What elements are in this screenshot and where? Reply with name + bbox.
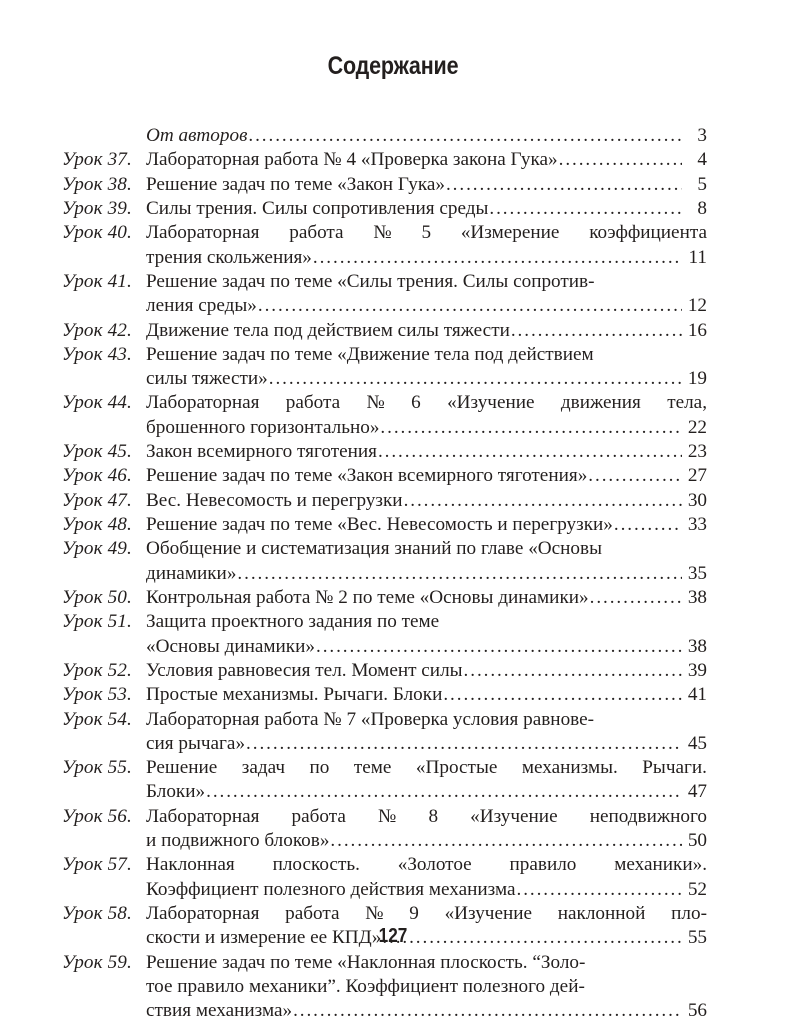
toc-entry-line [62,367,707,391]
toc-entry-text: Условия равновесия тел. Момент силы [146,659,463,681]
toc-entry-line [62,780,707,804]
toc-entry-text: «Основы динамики» [146,635,315,657]
dot-leader [588,464,682,488]
dot-leader [559,148,682,172]
table-of-contents [62,124,707,1024]
dot-leader [404,489,682,513]
toc-entry-text: Обобщение и систематизация знаний по главе «Основы [146,538,602,560]
toc-entry[interactable] [62,343,707,392]
toc-entry-line [62,343,707,367]
toc-entry-line [62,513,707,537]
toc-entry-line [62,391,707,415]
toc-entry-text: силы тяжести» [146,368,268,390]
toc-entry-line [62,440,707,464]
toc-entry-line [62,246,707,270]
toc-page-number: 39 [687,659,707,681]
dot-leader [614,513,682,537]
toc-entry-text: Наклонная плоскость. «Золотое правило механики». [146,854,707,876]
toc-entry[interactable] [62,319,707,343]
toc-entry-text: Лабораторная работа № 4 «Проверка закона Гука» [146,149,558,171]
dot-leader [380,416,682,440]
toc-entry-label: Урок 53. [62,684,132,706]
toc-page-number: 56 [687,1000,707,1022]
toc-page-number: 38 [687,586,707,608]
toc-entry-line [62,805,707,829]
dot-leader [269,367,682,391]
toc-entry-text: Контрольная работа № 2 по теме «Основы динамики» [146,586,589,608]
toc-entry-line [62,756,707,780]
toc-entry-label: Урок 58. [62,903,132,924]
toc-entry-line [62,148,707,172]
toc-entry-text: Решение задач по теме «Наклонная плоскость. “Золо- [146,951,586,973]
toc-entry-line [62,951,707,975]
toc-entry-line [62,635,707,659]
toc-entry-text: Решение задач по теме «Простые механизмы. Рычаги. [146,757,707,779]
toc-entry[interactable] [62,659,707,683]
toc-page-number: 41 [687,684,707,706]
toc-entry-text: Решение задач по теме «Движение тела под действием [146,343,594,365]
toc-entry-text: сия рычага» [146,732,246,754]
toc-page-number: 23 [687,441,707,463]
toc-entry[interactable] [62,951,707,1024]
toc-entry-line [62,610,707,634]
toc-page-number: 12 [687,295,707,317]
toc-entry[interactable] [62,221,707,270]
toc-page-number: 16 [687,319,707,341]
toc-entry-text: ствия механизма» [146,1000,293,1022]
toc-entry-label: Урок 54. [62,708,132,730]
toc-entry-text: Коэффициент полезного действия механизма [146,878,516,900]
toc-entry[interactable] [62,586,707,610]
toc-page-number: 35 [687,562,707,584]
toc-entry-label: Урок 48. [62,514,132,535]
toc-entry-text: Лабораторная работа № 7 «Проверка условия равнове- [146,708,595,730]
toc-entry[interactable] [62,124,707,148]
toc-page-number: 11 [688,246,707,268]
toc-entry-text: Лабораторная работа № 8 «Изучение неподвижного [146,805,707,827]
toc-entry-label: Урок 55. [62,757,132,779]
toc-entry[interactable] [62,391,707,440]
toc-page-number: 30 [687,489,707,511]
toc-entry[interactable] [62,173,707,197]
toc-entry[interactable] [62,197,707,221]
toc-page-number: 45 [687,732,707,754]
dot-leader [590,586,682,610]
toc-entry-text: брошенного горизонтально» [146,416,380,438]
dot-leader [378,440,682,464]
folio-page-number: 127 [378,925,408,947]
dot-leader [464,659,682,683]
toc-entry-text: скости и измерение ее КПД» [146,927,382,949]
toc-entry-line [62,197,707,221]
toc-entry[interactable] [62,513,707,537]
toc-entry-line [62,294,707,318]
toc-entry-line [62,586,707,610]
toc-entry-text: Защита проектного задания по теме [146,611,440,633]
dot-leader [246,732,682,756]
toc-entry-text: Лабораторная работа № 5 «Измерение коэффициента [146,222,707,244]
toc-entry-text: Силы трения. Силы сопротивления среды [146,197,489,219]
toc-entry-label: Урок 49. [62,538,132,560]
toc-entry-text: Лабораторная работа № 9 «Изучение наклонной пло- [146,903,707,924]
toc-entry-line [62,975,707,999]
toc-entry-label: Урок 50. [62,586,132,608]
toc-entry[interactable] [62,805,707,854]
toc-entry-line [62,853,707,877]
toc-entry-label: Урок 47. [62,489,132,511]
toc-entry-text: Решение задач по теме «Вес. Невесомость и перегрузки» [146,514,613,535]
toc-page-number: 27 [687,465,707,487]
toc-entry[interactable] [62,440,707,464]
toc-entry[interactable] [62,464,707,488]
dot-leader [517,878,682,902]
toc-entry[interactable] [62,853,707,902]
dot-leader [489,197,682,221]
toc-entry-label: Урок 42. [62,319,132,341]
toc-entry-line [62,708,707,732]
toc-page-number: 50 [687,830,707,852]
toc-entry-line [62,537,707,561]
toc-page-number: 55 [687,927,707,949]
toc-entry[interactable] [62,489,707,513]
toc-entry-line [62,173,707,197]
toc-entry[interactable] [62,148,707,172]
toc-entry-label: Урок 52. [62,659,132,681]
toc-entry-line [62,829,707,853]
toc-page-number: 19 [687,368,707,390]
toc-entry-text: От авторов [146,125,248,146]
toc-entry-line [62,416,707,440]
toc-entry-text: Движение тела под действием силы тяжести [146,319,510,341]
dot-leader [248,124,682,148]
toc-entry[interactable] [62,270,707,319]
toc-entry-label: Урок 37. [62,149,132,171]
toc-entry-text: ления среды» [146,295,257,317]
toc-entry-line [62,270,707,294]
toc-entry-text: Простые механизмы. Рычаги. Блоки [146,684,443,706]
toc-entry-label: Урок 57. [62,854,132,876]
toc-entry-line [62,562,707,586]
toc-page-number: 52 [687,878,707,900]
toc-entry-line [62,221,707,245]
toc-entry-line [62,683,707,707]
toc-entry-label: Урок 38. [62,173,132,195]
dot-leader [443,683,682,707]
toc-entry-text: Закон всемирного тяготения [146,441,377,463]
toc-entry[interactable] [62,537,707,586]
toc-entry-label: Урок 46. [62,465,132,487]
toc-entry-label: Урок 41. [62,270,132,292]
toc-entry-text: Блоки» [146,781,206,803]
toc-page-number: 4 [697,149,707,171]
toc-entry-text: тое правило механики”. Коэффициент полезного дей- [146,975,585,997]
page-title: Содержание [327,52,459,80]
dot-leader [330,829,682,853]
dot-leader [313,246,682,270]
toc-entry-label: Урок 43. [62,343,132,365]
toc-entry-line [62,464,707,488]
toc-entry-text: Вес. Невесомость и перегрузки [146,489,403,511]
dot-leader [446,173,682,197]
toc-entry-line [62,732,707,756]
toc-page-number: 3 [697,125,707,146]
toc-entry-text: Лабораторная работа № 6 «Изучение движения тела, [146,392,707,414]
toc-entry-label: Урок 39. [62,197,132,219]
toc-page-number: 33 [687,514,707,535]
toc-entry-text: Решение задач по теме «Закон всемирного тяготения» [146,465,588,487]
toc-entry[interactable] [62,708,707,757]
toc-entry-label: Урок 51. [62,611,132,633]
toc-entry-line [62,489,707,513]
dot-leader [293,999,682,1023]
toc-entry[interactable] [62,756,707,805]
dot-leader [206,780,682,804]
toc-entry-line [62,124,707,148]
dot-leader [316,635,682,659]
toc-entry-line [62,878,707,902]
toc-entry-label: Урок 40. [62,222,132,244]
toc-page-number: 38 [687,635,707,657]
toc-entry-text: динамики» [146,562,237,584]
toc-page-number: 8 [697,197,707,219]
toc-entry-line [62,902,707,926]
toc-entry-text: и подвижного блоков» [146,830,330,852]
toc-entry-label: Урок 56. [62,805,132,827]
toc-entry-label: Урок 44. [62,392,132,414]
toc-entry-text: Решение задач по теме «Силы трения. Силы сопротив- [146,270,595,292]
toc-entry[interactable] [62,610,707,659]
toc-entry-text: Решение задач по теме «Закон Гука» [146,173,445,195]
toc-entry-line [62,659,707,683]
toc-page-number: 47 [687,781,707,803]
dot-leader [511,319,682,343]
toc-entry-line [62,999,707,1023]
toc-entry-line [62,319,707,343]
dot-leader [258,294,682,318]
toc-page-number: 22 [687,416,707,438]
toc-entry[interactable] [62,683,707,707]
toc-entry-text: трения скольжения» [146,246,312,268]
toc-entry-label: Урок 45. [62,441,132,463]
dot-leader [237,562,682,586]
toc-entry-label: Урок 59. [62,951,132,973]
toc-page-number: 5 [697,173,707,195]
